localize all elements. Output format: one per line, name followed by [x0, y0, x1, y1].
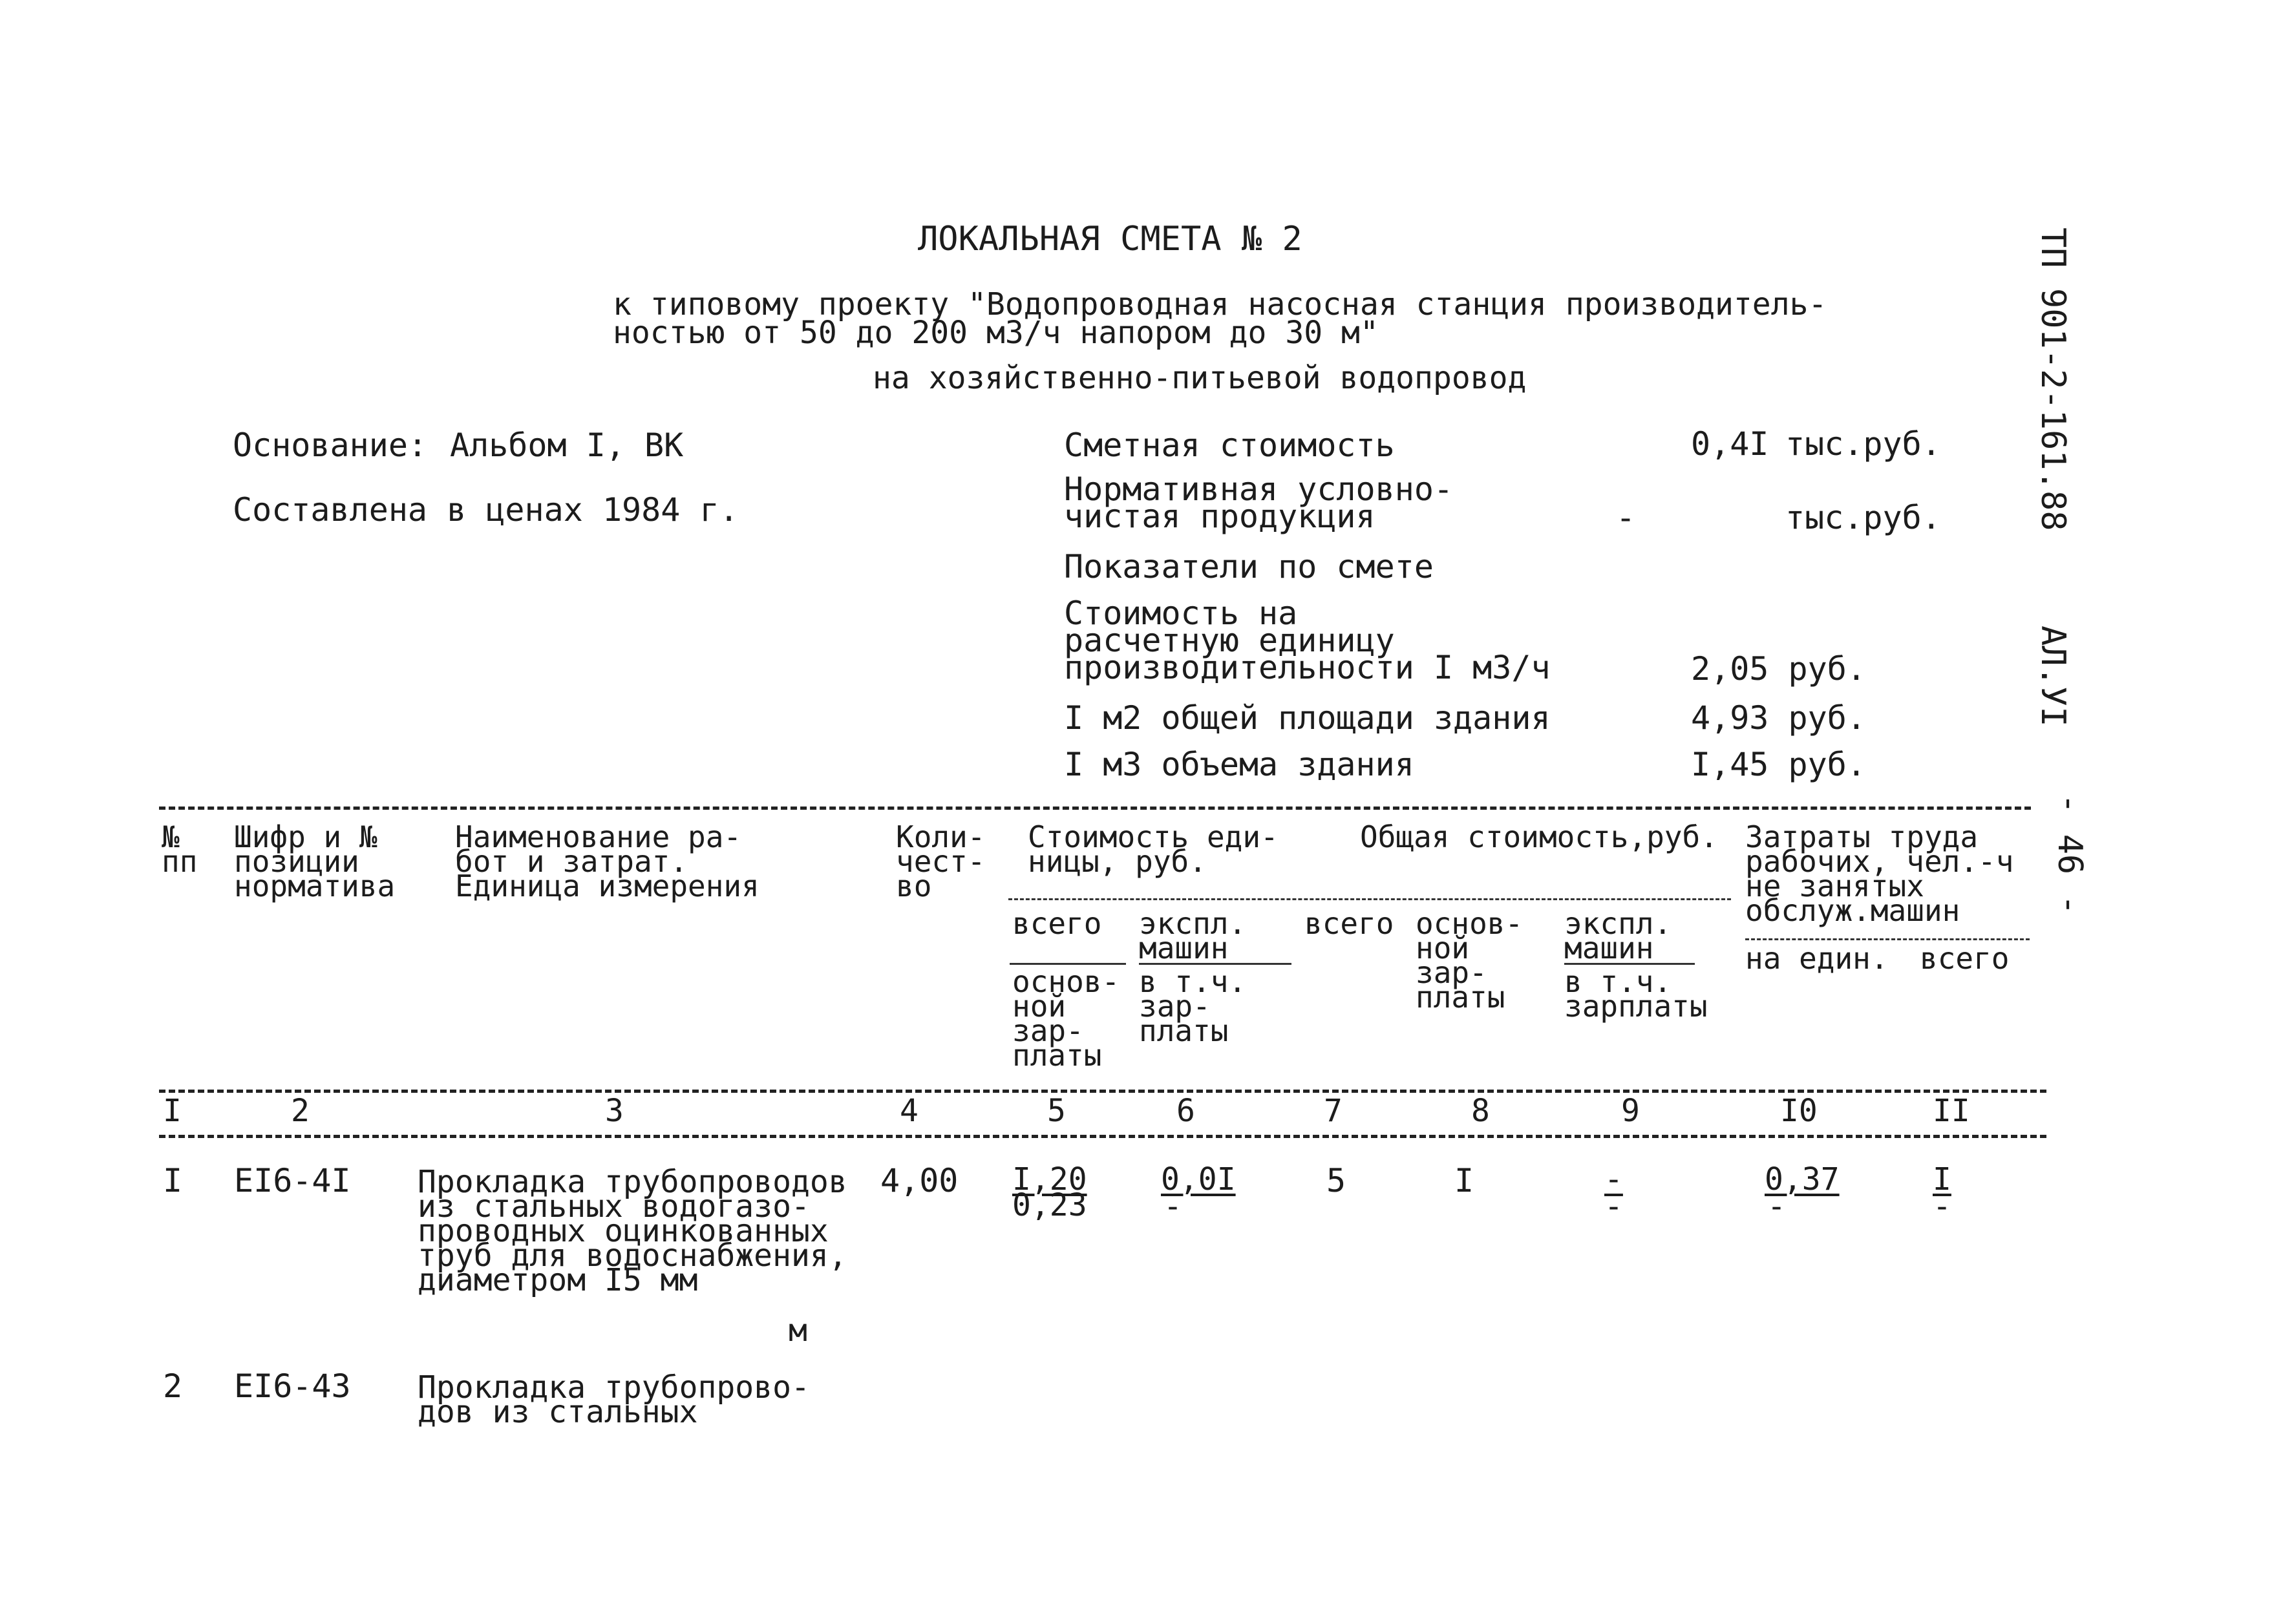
header-quantity: Коли- чест- во	[896, 819, 986, 903]
doc-code-vertical: ТП 901-2-161.88	[2033, 227, 2072, 531]
column-number: 4	[900, 1093, 919, 1129]
row-1-unit-machine-wages: -	[1163, 1188, 1182, 1225]
row-1-work-name: Прокладка трубопроводов из стальных водогазо- проводных оцинкованных труб для водоснабжения, диаметром I5 мм	[418, 1164, 847, 1298]
header-total-machines: экспл. машин	[1564, 906, 1672, 965]
normative-product-unit: тыс.руб.	[1785, 499, 1941, 536]
subtitle-line-2: ностью от 50 до 200 м3/ч напором до 30 м"	[613, 315, 1379, 351]
header-unit-cost: Стоимость еди- ницы, руб.	[1028, 819, 1279, 879]
row-1-labor-per-unit: 0,37	[1765, 1161, 1840, 1197]
row-1-total-machines: -	[1604, 1161, 1623, 1197]
subtitle-line-3: на хозяйственно-питьевой водопровод	[873, 360, 1527, 396]
row-1-total-machine-wages: -	[1604, 1188, 1623, 1225]
row-1-code: EI6-4I	[234, 1162, 351, 1199]
basis-label: Основание:	[233, 427, 428, 464]
volume-cost-label: I м3 объема здания	[1064, 746, 1414, 783]
row-2-code: EI6-43	[234, 1367, 351, 1405]
prices-year: Составлена в ценах 1984 г.	[233, 491, 739, 529]
subtitle-line-1: к типовому проекту "Водопроводная насосная станция производитель-	[613, 286, 1827, 322]
column-number: I0	[1780, 1093, 1818, 1129]
estimated-cost-unit: тыс.руб.	[1785, 425, 1941, 463]
column-number: 7	[1324, 1093, 1343, 1129]
area-cost-value: 4,93 руб.	[1691, 699, 1866, 737]
unit-cost-label: Стоимость на расчетную единицу производительности I м3/ч	[1064, 595, 1551, 686]
row-1-unit-wages: 0,23	[1012, 1187, 1087, 1223]
indicators-label: Показатели по смете	[1064, 548, 1434, 585]
header-work-name: Наименование ра- бот и затрат. Единица измерения	[455, 819, 759, 903]
estimated-cost-value: 0,4I	[1691, 425, 1769, 463]
volume-cost-value: I,45 руб.	[1691, 746, 1866, 783]
column-number: 8	[1471, 1093, 1490, 1129]
album-vertical: АЛ.УI	[2033, 626, 2072, 727]
row-1-quantity: 4,00	[880, 1162, 959, 1199]
row-2-num: 2	[163, 1367, 183, 1405]
header-unit-machines: экспл. машин	[1139, 906, 1247, 965]
column-number: 2	[291, 1093, 310, 1129]
column-number: II	[1933, 1093, 1970, 1129]
area-cost-label: I м2 общей площади здания	[1064, 699, 1551, 737]
header-total-all: всего	[1304, 906, 1394, 941]
header-unit-wages: основ- ной зар- платы	[1012, 964, 1120, 1073]
header-unit-machine-wages: в т.ч. зар- платы	[1139, 964, 1247, 1048]
row-1-labor-total: I	[1933, 1161, 1951, 1197]
column-number-rule	[159, 1135, 2046, 1138]
labor-subheader-rule	[1745, 938, 2030, 940]
unit-cost-subheader-rule	[1008, 898, 1731, 900]
row-1-labor-per-unit-bottom: -	[1767, 1188, 1786, 1225]
normative-product-value: -	[1616, 499, 1636, 536]
row-2-work-name: Прокладка трубопрово- дов из стальных	[418, 1369, 810, 1430]
unit-cost-value: 2,05 руб.	[1691, 650, 1866, 688]
header-bottom-rule	[159, 1090, 2046, 1093]
page-number-vertical: - 46 -	[2050, 794, 2089, 915]
header-unit-total: всего	[1012, 906, 1102, 941]
header-total-cost: Общая стоимость,руб.	[1360, 819, 1718, 854]
row-1-labor-total-bottom: -	[1933, 1188, 1951, 1225]
header-labor-total: всего	[1920, 941, 2010, 976]
document-title: ЛОКАЛЬНАЯ СМЕТА № 2	[918, 220, 1302, 258]
row-1-unit: м	[789, 1313, 807, 1349]
column-number: 6	[1176, 1093, 1195, 1129]
header-total-wages: основ- ной зар- платы	[1416, 906, 1524, 1015]
row-1-unit-total: I,20	[1012, 1161, 1087, 1197]
estimated-cost-label: Сметная стоимость	[1064, 427, 1395, 464]
header-labor: Затраты труда рабочих, чел.-ч не занятых обслуж.машин	[1745, 819, 2014, 928]
column-number: 5	[1047, 1093, 1066, 1129]
header-labor-per-unit: на един.	[1745, 941, 1889, 976]
column-number: I	[163, 1093, 182, 1129]
header-total-machine-wages: в т.ч. зарплаты	[1564, 964, 1708, 1024]
header-num: № пп	[162, 819, 198, 879]
column-number: 3	[605, 1093, 624, 1129]
table-top-rule	[159, 807, 2031, 810]
column-number: 9	[1621, 1093, 1640, 1129]
row-1-total-all: 5	[1326, 1162, 1346, 1199]
basis-value: Альбом I, ВК	[450, 427, 684, 464]
row-1-unit-machines: 0,0I	[1161, 1161, 1236, 1197]
row-1-num: I	[163, 1162, 183, 1199]
header-code: Шифр и № позиции норматива	[234, 819, 396, 903]
row-1-total-wages: I	[1454, 1162, 1474, 1199]
normative-product-label: Нормативная условно- чистая продукция	[1064, 470, 1454, 535]
